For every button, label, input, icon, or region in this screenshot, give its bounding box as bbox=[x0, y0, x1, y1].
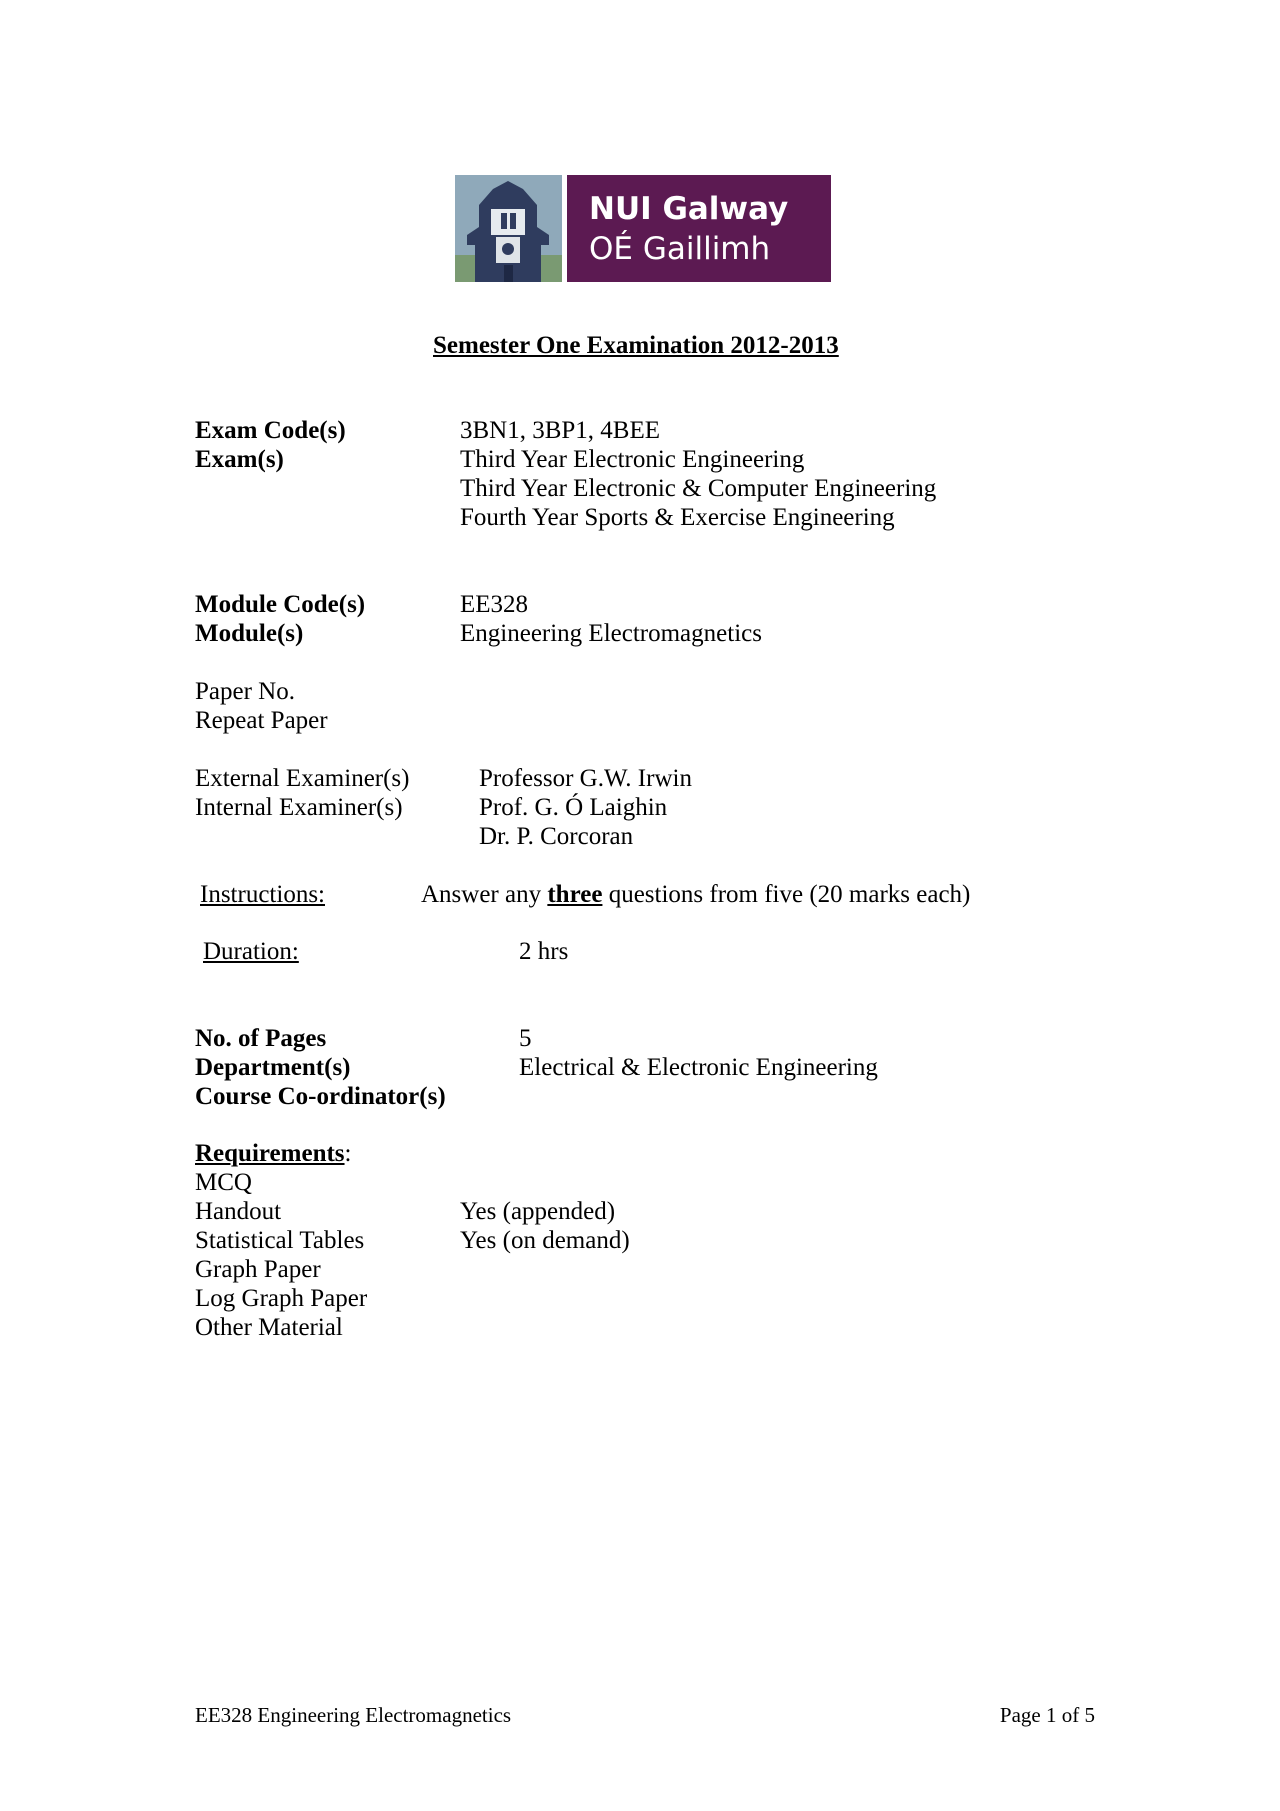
exam-value-2: Third Year Electronic & Computer Engineering bbox=[460, 475, 937, 502]
logo-line-irish: OÉ Gaillimh bbox=[589, 230, 771, 267]
pages-value: 5 bbox=[519, 1025, 532, 1052]
module-label: Module(s) bbox=[195, 620, 304, 647]
logo-wordmark bbox=[567, 175, 831, 282]
footer-page-number: Page 1 of 5 bbox=[999, 1703, 1095, 1727]
exam-code-value: 3BN1, 3BP1, 4BEE bbox=[460, 417, 661, 444]
paper-no-label: Paper No. bbox=[195, 678, 295, 705]
internal-examiner-value-1: Prof. G. Ó Laighin bbox=[479, 794, 668, 821]
repeat-paper-label: Repeat Paper bbox=[195, 707, 328, 734]
instructions-text bbox=[421, 880, 970, 909]
requirement-label-graph-paper: Graph Paper bbox=[195, 1256, 321, 1283]
course-coordinator-label: Course Co-ordinator(s) bbox=[195, 1083, 446, 1110]
internal-examiner-value-2: Dr. P. Corcoran bbox=[479, 823, 634, 850]
duration-value: 2 hrs bbox=[519, 938, 569, 965]
external-examiner-value: Professor G.W. Irwin bbox=[479, 765, 692, 792]
instructions-after: questions from five (20 marks each) bbox=[602, 881, 971, 908]
logo-line-english: NUI Galway bbox=[589, 190, 789, 227]
requirement-label-handout: Handout bbox=[195, 1198, 282, 1225]
requirement-label-other-material: Other Material bbox=[195, 1314, 343, 1341]
exam-code-label: Exam Code(s) bbox=[195, 417, 346, 444]
requirement-label-mcq: MCQ bbox=[195, 1169, 252, 1196]
pages-label: No. of Pages bbox=[195, 1025, 327, 1052]
requirements-heading bbox=[195, 1139, 351, 1168]
page-title: Semester One Examination 2012-2013 bbox=[433, 332, 839, 359]
exam-value-1: Third Year Electronic Engineering bbox=[460, 446, 805, 473]
quadrangle-tower-icon bbox=[455, 175, 562, 282]
university-logo bbox=[455, 175, 831, 282]
exam-label: Exam(s) bbox=[195, 446, 284, 473]
requirement-value-handout: Yes (appended) bbox=[460, 1198, 616, 1225]
instructions-emphasis: three bbox=[547, 881, 603, 908]
department-value: Electrical & Electronic Engineering bbox=[519, 1054, 878, 1081]
exam-value-3: Fourth Year Sports & Exercise Engineering bbox=[460, 504, 895, 531]
requirement-label-log-graph-paper: Log Graph Paper bbox=[195, 1285, 368, 1312]
external-examiner-label: External Examiner(s) bbox=[195, 765, 410, 792]
internal-examiner-label: Internal Examiner(s) bbox=[195, 794, 403, 821]
module-value: Engineering Electromagnetics bbox=[460, 620, 762, 647]
instructions-before: Answer any bbox=[421, 881, 548, 908]
department-label: Department(s) bbox=[195, 1054, 351, 1081]
requirements-colon: : bbox=[344, 1140, 352, 1167]
module-code-value: EE328 bbox=[460, 591, 529, 618]
requirement-value-statistical-tables: Yes (on demand) bbox=[460, 1227, 630, 1254]
duration-label: Duration: bbox=[203, 938, 299, 965]
module-code-label: Module Code(s) bbox=[195, 591, 366, 618]
requirement-label-statistical-tables: Statistical Tables bbox=[195, 1227, 365, 1254]
requirements-heading-text: Requirements bbox=[195, 1140, 345, 1167]
footer-module: EE328 Engineering Electromagnetics bbox=[195, 1703, 512, 1727]
instructions-label: Instructions: bbox=[200, 881, 325, 908]
